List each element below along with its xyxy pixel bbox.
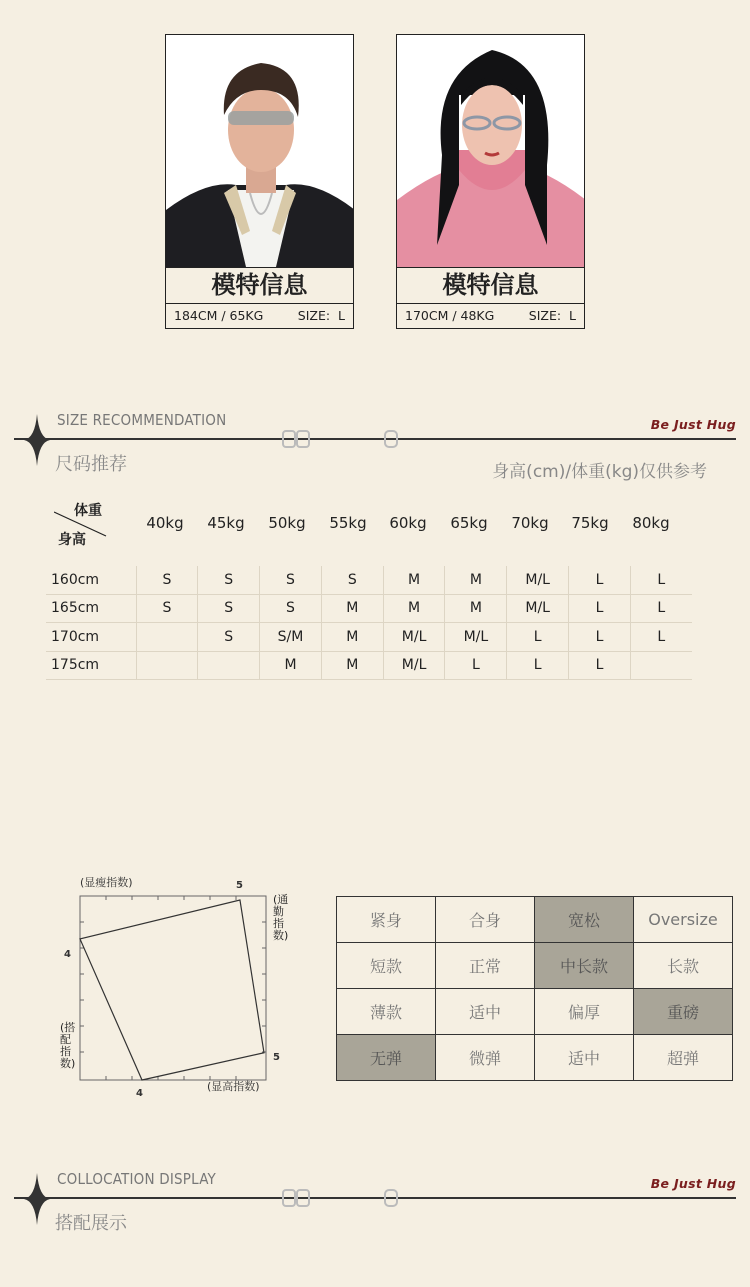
attribute-cell: 薄款 [337, 989, 436, 1035]
corner-height-label: 身高 [58, 532, 86, 548]
corner-weight-label: 体重 [74, 503, 102, 519]
size-cell: L [507, 651, 569, 680]
b-mark-icon [384, 1189, 400, 1207]
weight-header: 40kg [146, 514, 184, 532]
section-title-cn: 搭配展示 [55, 1213, 127, 1234]
model-photo-male [166, 35, 353, 267]
value-label-right: 5 [273, 1052, 280, 1063]
bb-mark-icon [282, 1189, 312, 1207]
axis-label-bottom: (显高指数) [207, 1080, 260, 1093]
model-title: 模特信息 [397, 267, 584, 304]
section-divider [14, 1197, 736, 1199]
weight-header: 80kg [632, 514, 670, 532]
attribute-cell: 重磅 [634, 989, 733, 1035]
section-title-en: SIZE RECOMMENDATION [57, 411, 227, 429]
attribute-cell: 适中 [436, 989, 535, 1035]
size-cell: L [569, 651, 631, 680]
height-cell: 170cm [46, 623, 136, 652]
size-cell: M [321, 594, 383, 623]
size-cell: L [630, 623, 691, 652]
model-photo-female [397, 35, 584, 267]
sparkle-icon [22, 414, 52, 466]
size-cell [136, 651, 198, 680]
size-table [46, 566, 692, 680]
attribute-cell: 偏厚 [535, 989, 634, 1035]
index-polygon [80, 900, 264, 1080]
model-height-weight: 184CM / 65KG [174, 308, 264, 323]
index-chart-frame [80, 896, 266, 1080]
size-cell: M [321, 651, 383, 680]
weight-header: 60kg [389, 514, 427, 532]
size-cell: M [260, 651, 322, 680]
attribute-cell: 无弹 [337, 1035, 436, 1081]
size-cell: L [630, 594, 691, 623]
size-cell: L [445, 651, 507, 680]
value-label-top: 5 [236, 880, 243, 891]
attribute-cell: 中长款 [535, 943, 634, 989]
value-label-bottom: 4 [136, 1088, 143, 1099]
size-cell: M/L [383, 651, 445, 680]
table-row [46, 566, 692, 594]
table-row [46, 623, 692, 652]
size-cell: S [198, 566, 260, 594]
size-cell: M/L [507, 594, 569, 623]
brand-logo: Be Just Hug [650, 1176, 736, 1191]
attribute-row [337, 943, 733, 989]
attribute-row [337, 1035, 733, 1081]
attribute-row [337, 989, 733, 1035]
model-card-female [396, 34, 585, 329]
section-title-cn: 尺码推荐 [55, 454, 127, 475]
section-divider [14, 438, 736, 440]
size-cell [630, 651, 691, 680]
size-cell: S [136, 566, 198, 594]
model-size: SIZE: L [297, 308, 345, 323]
height-cell: 165cm [46, 594, 136, 623]
attribute-cell: Oversize [634, 897, 733, 943]
attribute-cell: 宽松 [535, 897, 634, 943]
attribute-cell: 适中 [535, 1035, 634, 1081]
weight-header: 70kg [511, 514, 549, 532]
bb-mark-icon [282, 430, 312, 448]
size-cell: S [198, 594, 260, 623]
size-cell: M [445, 594, 507, 623]
size-cell: M [383, 594, 445, 623]
size-cell: S/M [260, 623, 322, 652]
size-cell [136, 623, 198, 652]
attribute-cell: 合身 [436, 897, 535, 943]
table-row [46, 651, 692, 680]
table-row [46, 594, 692, 623]
model-info [166, 304, 353, 328]
size-cell: S [198, 623, 260, 652]
weight-header: 65kg [450, 514, 488, 532]
size-cell: S [321, 566, 383, 594]
axis-label-top: (显瘦指数) [80, 876, 133, 889]
size-cell: M/L [445, 623, 507, 652]
size-cell: L [507, 623, 569, 652]
weight-header: 75kg [571, 514, 609, 532]
attribute-cell: 微弹 [436, 1035, 535, 1081]
axis-label-left: (搭配指数) [60, 1021, 76, 1070]
size-cell: S [136, 594, 198, 623]
attribute-cell: 正常 [436, 943, 535, 989]
attribute-cell: 紧身 [337, 897, 436, 943]
value-label-left: 4 [64, 949, 71, 960]
size-cell: L [569, 594, 631, 623]
weight-header: 50kg [268, 514, 306, 532]
index-chart [50, 870, 300, 1110]
section-title-en: COLLOCATION DISPLAY [57, 1170, 216, 1188]
size-cell: M/L [507, 566, 569, 594]
size-note: 身高(cm)/体重(kg)仅供参考 [492, 462, 707, 482]
attribute-cell: 超弹 [634, 1035, 733, 1081]
model-info [397, 304, 584, 328]
height-cell: 175cm [46, 651, 136, 680]
axis-label-right: (通勤指数) [273, 893, 289, 942]
model-card-male [165, 34, 354, 329]
size-cell: M [383, 566, 445, 594]
size-cell: L [630, 566, 691, 594]
weight-header: 45kg [207, 514, 245, 532]
attribute-grid [336, 896, 733, 1081]
size-cell: M [445, 566, 507, 594]
size-cell: M/L [383, 623, 445, 652]
b-mark-icon [384, 430, 400, 448]
size-cell: S [260, 594, 322, 623]
weight-header: 55kg [329, 514, 367, 532]
model-title: 模特信息 [166, 267, 353, 304]
height-cell: 160cm [46, 566, 136, 594]
size-cell [198, 651, 260, 680]
model-size: SIZE: L [528, 308, 576, 323]
brand-logo: Be Just Hug [650, 417, 736, 432]
attribute-cell: 长款 [634, 943, 733, 989]
size-cell: S [260, 566, 322, 594]
size-cell: M [321, 623, 383, 652]
sparkle-icon [22, 1173, 52, 1225]
attribute-row [337, 897, 733, 943]
size-cell: L [569, 566, 631, 594]
model-height-weight: 170CM / 48KG [405, 308, 495, 323]
size-cell: L [569, 623, 631, 652]
attribute-cell: 短款 [337, 943, 436, 989]
